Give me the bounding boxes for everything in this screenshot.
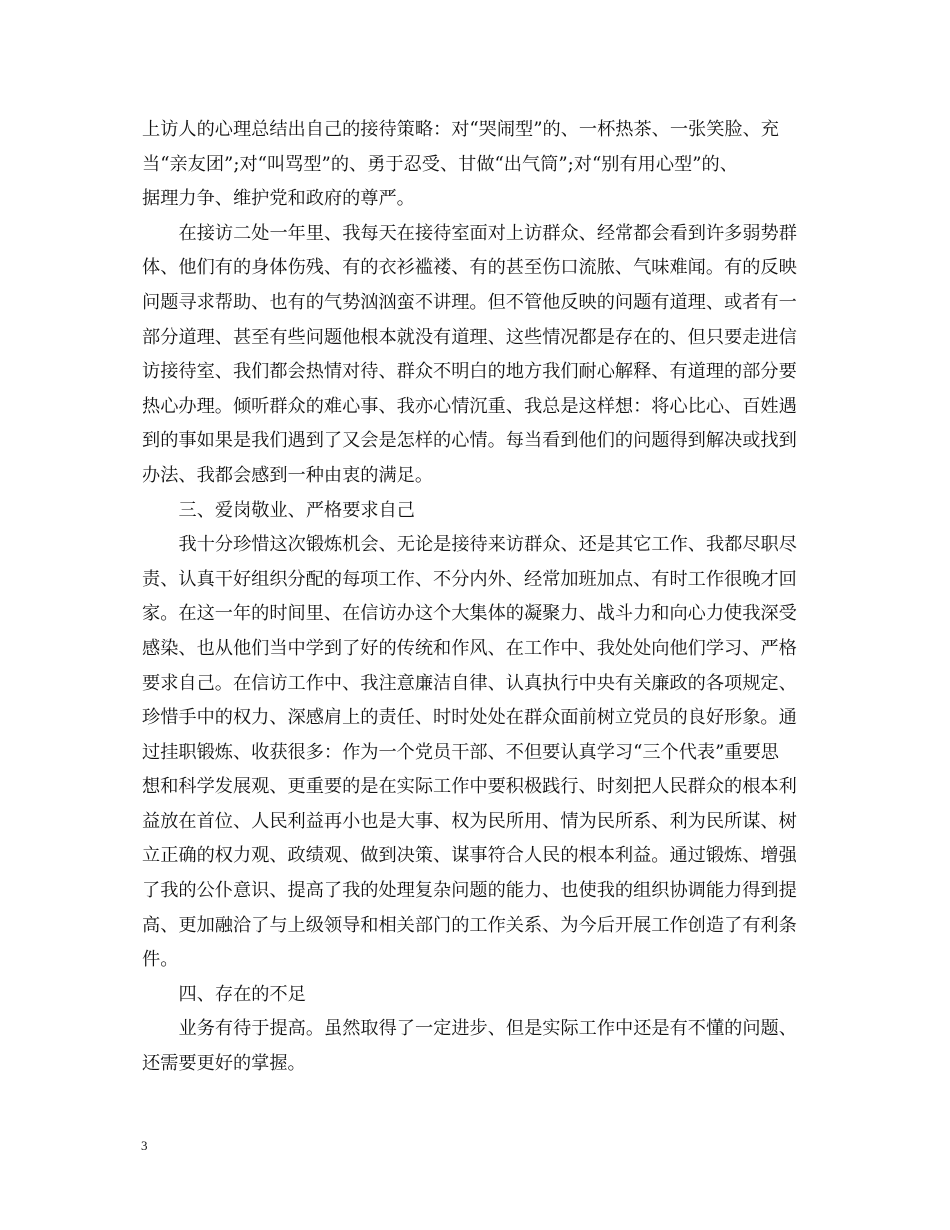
text-line: 感染、也从他们当中学到了好的传统和作风、在工作中、我处处向他们学习、严格	[142, 637, 797, 659]
text-line: 件。	[142, 949, 179, 971]
text-line: 上访人的心理总结出自己的接待策略：对“哭闹型”的、一杯热茶、一张笑脸、充	[142, 119, 779, 140]
paragraph-start-line: 业务有待于提高。虽然取得了一定进步、但是实际工作中还是有不懂的问题、	[178, 1018, 797, 1040]
text-line: 益放在首位、人民利益再小也是大事、权为民所用、情为民所系、利为民所谋、树	[142, 810, 797, 832]
text-line: 责、认真干好组织分配的每项工作、不分内外、经常加班加点、有时工作很晚才回	[142, 568, 797, 590]
paragraph-start-line: 我十分珍惜这次锻炼机会、无论是接待来访群众、还是其它工作、我都尽职尽	[178, 534, 797, 556]
text-line: 据理力争、维护党和政府的尊严。	[142, 188, 415, 210]
text-line: 访接待室、我们都会热情对待、群众不明白的地方我们耐心解释、有道理的部分要	[142, 361, 797, 383]
text-line: 高、更加融洽了与上级领导和相关部门的工作关系、为今后开展工作创造了有利条	[142, 914, 797, 936]
text-line: 体、他们有的身体伤残、有的衣衫褴褛、有的甚至伤口流脓、气味难闻。有的反映	[142, 257, 797, 279]
text-line: 想和科学发展观、更重要的是在实际工作中要积极践行、时刻把人民群众的根本利	[142, 776, 797, 798]
text-line: 还需要更好的掌握。	[142, 1053, 306, 1075]
text-line: 要求自己。在信访工作中、我注意廉洁自律、认真执行中央有关廉政的各项规定、	[142, 672, 797, 694]
text-line: 立正确的权力观、政绩观、做到决策、谋事符合人民的根本利益。通过锻炼、增强	[142, 845, 797, 867]
document-body	[142, 113, 822, 1082]
text-line: 部分道理、甚至有些问题他根本就没有道理、这些情况都是存在的、但只要走进信	[142, 326, 797, 348]
text-line: 当“亲友团”;对“叫骂型”的、勇于忍受、甘做“出气筒”;对“别有用心型”的、	[142, 153, 738, 175]
text-line: 办法、我都会感到一种由衷的满足。	[142, 464, 434, 486]
page-number: 3	[141, 1138, 148, 1153]
text-line: 热心办理。倾听群众的难心事、我亦心情沉重、我总是这样想：将心比心、百姓遇	[142, 395, 797, 417]
section-heading: 三、爱岗敬业、严格要求自己	[178, 499, 415, 521]
paragraph-start-line: 在接访二处一年里、我每天在接待室面对上访群众、经常都会看到许多弱势群	[178, 222, 797, 244]
text-line: 珍惜手中的权力、深感肩上的责任、时时处处在群众面前树立党员的良好形象。通	[142, 707, 797, 729]
text-line: 到的事如果是我们遇到了又会是怎样的心情。每当看到他们的问题得到解决或找到	[142, 430, 797, 452]
text-line: 过挂职锻炼、收获很多：作为一个党员干部、不但要认真学习“三个代表”重要思	[142, 741, 779, 763]
section-heading: 四、存在的不足	[178, 983, 306, 1005]
text-line: 问题寻求帮助、也有的气势汹汹蛮不讲理。但不管他反映的问题有道理、或者有一	[142, 291, 797, 313]
text-line: 了我的公仆意识、提高了我的处理复杂问题的能力、也使我的组织协调能力得到提	[142, 880, 797, 902]
text-line: 家。在这一年的时间里、在信访办这个大集体的凝聚力、战斗力和向心力使我深受	[142, 603, 797, 625]
